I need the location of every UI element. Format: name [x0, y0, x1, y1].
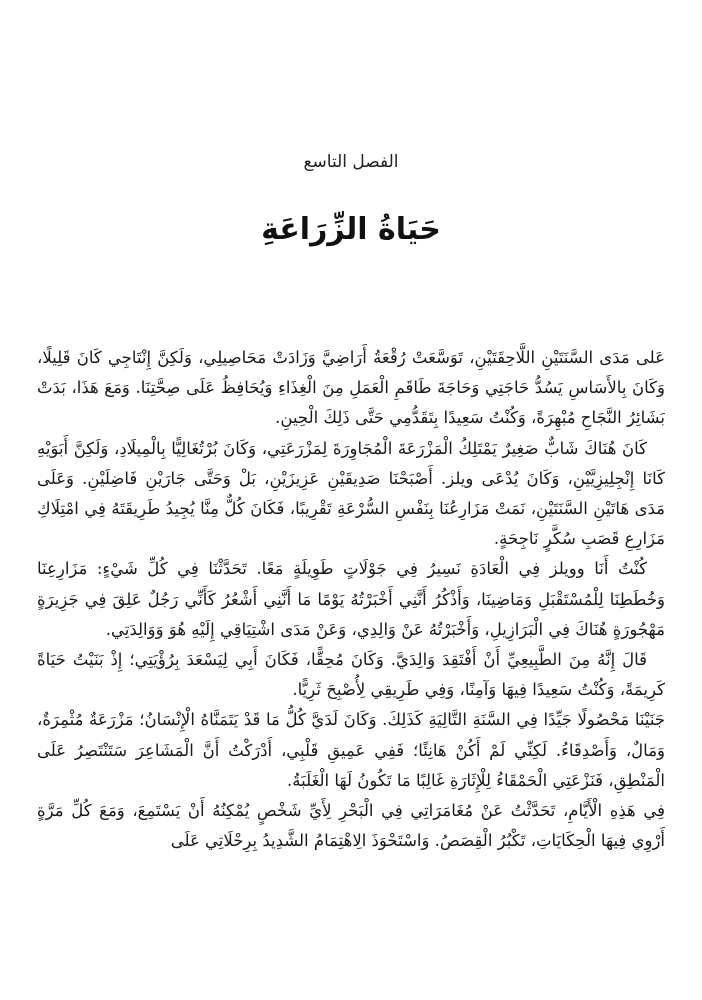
paragraph: كَانَ هُنَاكَ شَابٌّ صَغِيرٌ يَمْتَلِكُ الْمَزْرَعَةَ الْمُجَاوِرَةَ لِمَزْرَعَتِي، وَكَانَ بُرْتُغَالِيًّا بِالْمِيلَادِ، وَلَكِنَّ أَبَوَيْهِ كَانَا إِنْجِلِيزِيَّيْنِ، وَكَانَ يُدْعَى ويلز. أَصْبَحْنَا صَدِيقَيْنِ عَزِيزَيْنِ، بَلْ وَحَتَّى جَارَيْنِ فَاضِلَيْنِ. وَعَلَى مَدَى هَاتَيْنِ السَّنَتَيْنِ، نَمَتْ مَزَارِعُنَا بِنَفْسِ السُّرْعَةِ تَقْرِيبًا، فَكَانَ كُلٌّ مِنَّا يُجِيدُ طَرِيقَتَهُ فِي امْتِلَاكِ مَزَارِعِ قَصَبِ سُكَّرٍ نَاجِحَةٍ.	[37, 438, 665, 549]
paragraph: عَلى مَدَى السَّنَتَيْنِ اللَّاحِقَتَيْنِ، تَوَسَّعَتْ رُقْعَةُ أَرَاضِيَّ وَزَادَتْ مَحَاصِيلِي، وَلَكِنَّ إِنْتَاجِي كَانَ قَلِيلًا، وَكَانَ بِالأَسَاسِ يَسُدُّ حَاجَتِي وَحَاجَةَ طَاقَمِ الْعَمَلِ مِنَ الْغِذَاءِ وَيُحَافِظُ عَلَى صِحَّتِنَا. وَمَعَ هَذَا، بَدَتْ بَشَائِرُ النَّجَاحِ مُبْهِرَةً، وَكُنْتُ سَعِيدًا بِتَقَدُّمِي حَتَّى ذَلِكَ الْحِينِ.	[37, 348, 665, 428]
paragraph: قَالَ إِنَّهُ مِنَ الطَّبِيعِيِّ أَنْ أَفْتَقِدَ وَالِدَيَّ. وَكَانَ مُحِقًّا، فَكَانَ أَبِي لِيَسْعَدَ بِرُؤْيَتِي؛ إِذْ بَنَيْتُ حَيَاةً كَرِيمَةً، وَكُنْتُ سَعِيدًا فِيهَا وَآمِنًا، وَفِي طَرِيقِي لِأُصْبِحَ ثَرِيًّا.	[37, 650, 665, 700]
paragraph: كُنْتُ أَنَا وويلز فِي الْعَادَةِ نَسِيرُ فِي جَوْلَاتٍ طَوِيلَةٍ مَعًا. تَحَدَّثْنَا فِي كُلِّ شَيْءٍ: مَزَارِعِنَا وَخُطَطِنَا لِلْمُسْتَقْبَلِ وَمَاضِينَا، وَأَذْكُرُ أَنَّنِي أَخْبَرْتُهُ يَوْمًا مَا أَنَّنِي أَشْعُرُ كَأَنِّي رَجُلٌ عَلِقَ فِي جَزِيرَةٍ مَهْجُورَةٍ هُنَاكَ فِي الْبَرَازِيلِ، وَأَخْبَرْتُهُ عَنْ وَالِدِي، وَعَنْ مَدَى اشْتِيَاقِي إِلَيْهِ هُوَ وَوَالِدَتِي.	[37, 559, 665, 639]
paragraph: فِي هَذِهِ الْأَيَّامِ، تَحَدَّثْتُ عَنْ مُغَامَرَاتِي فِي الْبَحْرِ لِأَيِّ شَخْصٍ يُمْكِنُهُ أَنْ يَسْتَمِعَ، وَمَعَ كُلِّ مَرَّةٍ أَرْوِي فِيهَا الْحِكَايَاتِ، تَكْبُرُ الْقِصَصُ. وَاسْتَحْوَذَ الِاهْتِمَامُ الشَّدِيدُ بِرِحْلَاتِي عَلَى	[37, 801, 665, 851]
chapter-body	[37, 343, 665, 993]
chapter-title: حَيَاةُ الزِّرَاعَةِ	[261, 212, 441, 247]
chapter-label: الفصل التاسع	[303, 152, 399, 172]
paragraph: جَنَيْنَا مَحْصُولًا جَيِّدًا فِي السَّنَةِ التَّالِيَةِ كَذَلِكَ. وَكَانَ لَدَيَّ كُلُّ مَا قَدْ يَتَمَنَّاهُ الْإِنْسَانُ؛ مَزْرَعَةٌ مُثْمِرَةٌ، وَمَالٌ، وَأَصْدِقَاءُ. لَكِنِّي لَمْ أَكُنْ هَانِئًا؛ فَفِي عَمِيقِ قَلْبِي، أَدْرَكْتُ أَنَّ الْمَشَاعِرَ سَتَنْتَصِرُ عَلَى الْمَنْطِقِ، فَنَزْعَتِي الْحَمْقَاءُ لِلْإِثَارَةِ غَالِبًا مَا تَكُونُ لَهَا الْغَلَبَةُ.	[37, 710, 665, 790]
